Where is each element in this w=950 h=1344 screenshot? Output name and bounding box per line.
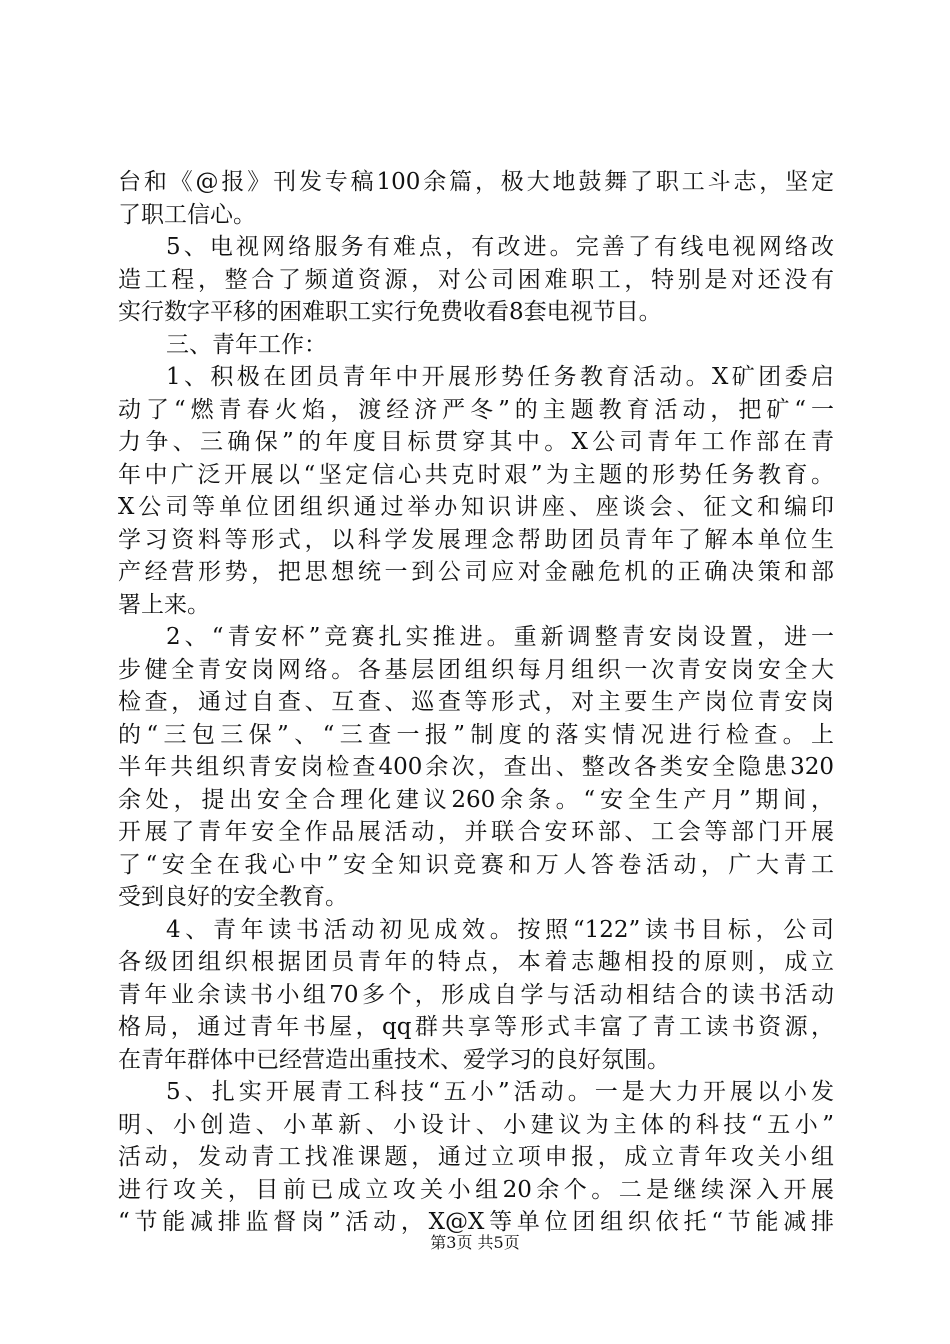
text-line: 半年共组织青安岗检查400余次，查出、整改各类安全隐患320 — [118, 754, 834, 780]
body-text — [118, 166, 834, 1239]
text-line: 三、青年工作： — [166, 331, 327, 358]
text-line: 活动，发动青工找准课题，通过立项申报，成立青年攻关小组 — [118, 1144, 834, 1170]
text-line: 1、积极在团员青年中开展形势任务教育活动。X矿团委启 — [166, 364, 834, 390]
text-line: 产经营形势，把思想统一到公司应对金融危机的正确决策和部 — [118, 559, 834, 585]
text-line: 开展了青年安全作品展活动，并联合安环部、工会等部门开展 — [118, 819, 834, 845]
text-line: 青年业余读书小组70多个，形成自学与活动相结合的读书活动 — [118, 981, 834, 1008]
text-line: 4、青年读书活动初见成效。按照“122”读书目标，公司 — [166, 916, 834, 943]
text-line: 格局，通过青年书屋，qq群共享等形式丰富了青工读书资源， — [118, 1014, 834, 1040]
text-line: 的“三包三保”、“三查一报”制度的落实情况进行检查。上 — [118, 721, 834, 748]
text-line: 动了“燃青春火焰，渡经济严冬”的主题教育活动，把矿“一 — [118, 396, 834, 423]
text-line: 明、小创造、小革新、小设计、小建议为主体的科技“五小” — [118, 1111, 834, 1138]
text-line: 学习资料等形式，以科学发展理念帮助团员青年了解本单位生 — [118, 526, 834, 553]
text-line: 各级团组织根据团员青年的特点，本着志趣相投的原则，成立 — [118, 949, 834, 975]
text-line: 余处，提出安全合理化建议260余条。“安全生产月”期间， — [118, 786, 834, 813]
text-line: 造工程，整合了频道资源，对公司困难职工，特别是对还没有 — [118, 266, 834, 293]
page-number-footer: 第3页 共5页 — [430, 1233, 520, 1252]
text-line: 力争、三确保”的年度目标贯穿其中。X公司青年工作部在青 — [118, 429, 834, 455]
text-line: X公司等单位团组织通过举办知识讲座、座谈会、征文和编印 — [118, 494, 834, 520]
text-line: 了“安全在我心中”安全知识竞赛和万人答卷活动，广大青工 — [118, 851, 834, 878]
text-line: 受到良好的安全教育。 — [118, 884, 348, 910]
text-line: 年中广泛开展以“坚定信心共克时艰”为主题的形势任务教育。 — [118, 461, 834, 488]
text-line: 在青年群体中已经营造出重技术、爱学习的良好氛围。 — [118, 1046, 670, 1073]
text-line: 进行攻关，目前已成立攻关小组20余个。二是继续深入开展 — [118, 1176, 834, 1203]
text-line: 了职工信心。 — [118, 201, 256, 228]
text-line: “节能减排监督岗”活动，X@X等单位团组织依托“节能减排 — [118, 1209, 834, 1235]
text-line: 实行数字平移的困难职工实行免费收看8套电视节目。 — [118, 299, 662, 325]
text-line: 署上来。 — [118, 591, 210, 618]
text-line: 检查，通过自查、互查、巡查等形式，对主要生产岗位青安岗 — [118, 689, 834, 715]
text-line: 5、电视网络服务有难点，有改进。完善了有线电视网络改 — [166, 234, 834, 260]
text-line: 步健全青安岗网络。各基层团组织每月组织一次青安岗安全大 — [118, 656, 834, 683]
text-line: 2、“青安杯”竞赛扎实推进。重新调整青安岗设置，进一 — [166, 624, 834, 650]
text-line: 5、扎实开展青工科技“五小”活动。一是大力开展以小发 — [166, 1079, 834, 1105]
text-line: 台和《@报》刊发专稿100余篇，极大地鼓舞了职工斗志，坚定 — [118, 169, 834, 195]
